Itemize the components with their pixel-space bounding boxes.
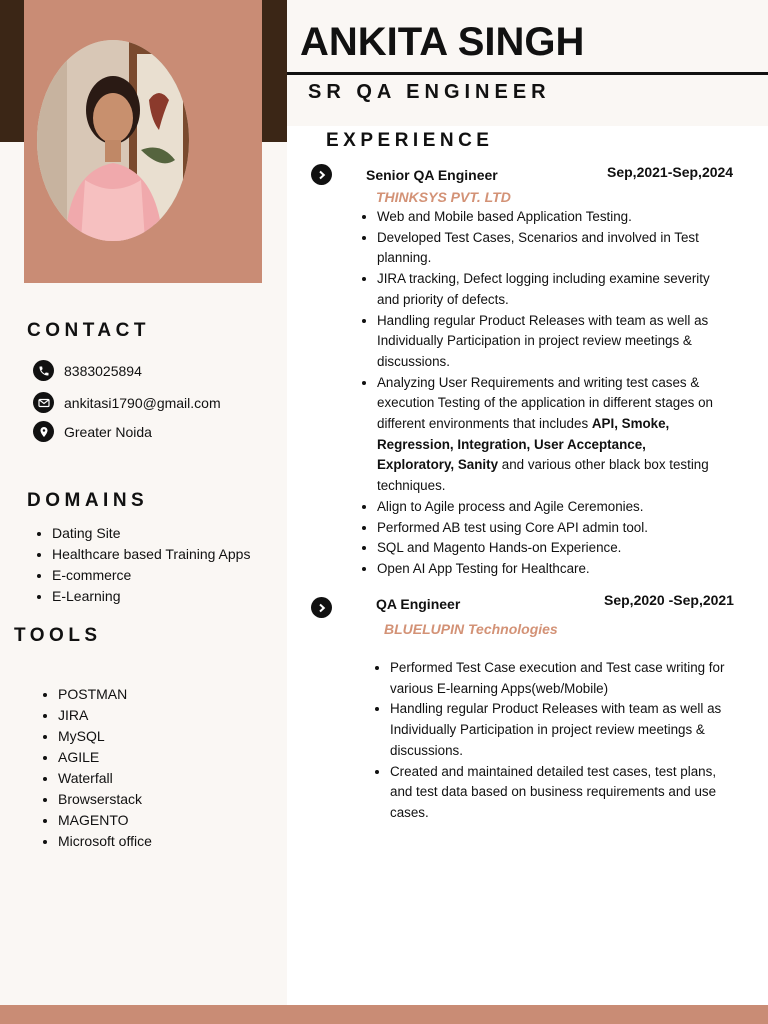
list-item: • POSTMAN	[58, 684, 152, 705]
list-item: • JIRA	[58, 705, 152, 726]
chevron-right-icon	[311, 597, 332, 618]
email-icon	[33, 392, 54, 413]
list-item: • E-commerce	[52, 565, 250, 586]
domains-heading: DOMAINS	[27, 490, 149, 511]
list-item: • Open AI App Testing for Healthcare.	[377, 559, 722, 580]
list-item: • Developed Test Cases, Scenarios and involved in Test planning.	[377, 228, 722, 269]
candidate-role: SR QA ENGINEER	[308, 81, 551, 103]
list-item: • Align to Agile process and Agile Ceremonies.	[377, 497, 722, 518]
list-item: • E-Learning	[52, 586, 250, 607]
tools-heading: TOOLS	[14, 625, 102, 646]
list-item	[377, 373, 722, 497]
list-item: • MAGENTO	[58, 810, 152, 831]
phone-number: 8383025894	[64, 362, 142, 379]
list-item: • Waterfall	[58, 768, 152, 789]
job-title: QA Engineer	[376, 596, 461, 612]
tools-list	[36, 684, 152, 852]
phone-icon	[33, 360, 54, 381]
job-dates: Sep,2020 -Sep,2021	[604, 592, 734, 608]
list-item: • Web and Mobile based Application Testing.	[377, 207, 722, 228]
candidate-name: ANKITA SINGH	[300, 20, 585, 64]
experience-heading: EXPERIENCE	[326, 130, 494, 151]
email-address: ankitasi1790@gmail.com	[64, 394, 221, 411]
list-item: • AGILE	[58, 747, 152, 768]
job-title: Senior QA Engineer	[366, 167, 498, 183]
list-item: • Microsoft office	[58, 831, 152, 852]
avatar	[37, 40, 189, 241]
bullet-text: and various other black box testing techniques.	[377, 457, 709, 494]
footer-bar	[0, 1005, 768, 1024]
chevron-right-icon	[311, 164, 332, 185]
job-bullets	[357, 207, 722, 580]
list-item: • Performed Test Case execution and Test case writing for various E-learning Apps(web/Mobile)	[390, 658, 725, 699]
list-item: • Dating Site	[52, 523, 250, 544]
list-item: • Browserstack	[58, 789, 152, 810]
location-pin-icon	[33, 421, 54, 442]
job-dates: Sep,2021-Sep,2024	[607, 164, 734, 180]
header-divider	[287, 72, 768, 75]
list-item: • Performed AB test using Core API admin tool.	[377, 518, 722, 539]
company-name: BLUELUPIN Technologies	[384, 621, 558, 637]
contact-location	[33, 421, 152, 442]
bullet-text: Analyzing User Requirements and writing test cases & execution Testing of the application in different stages on different environments that includes	[377, 374, 713, 432]
list-item: • SQL and Magento Hands-on Experience.	[377, 538, 722, 559]
contact-phone	[33, 360, 142, 381]
bullet-bold-text: API, Smoke, Regression, Integration, User Acceptance, Exploratory, Sanity	[377, 416, 670, 473]
location-text: Greater Noida	[64, 423, 152, 440]
contact-email	[33, 392, 221, 413]
list-item: • Handling regular Product Releases with team as well as Individually Participation in project review meetings & discussions.	[390, 699, 725, 761]
company-name: THINKSYS PVT. LTD	[376, 189, 511, 205]
job-bullets	[370, 658, 725, 824]
contact-heading: CONTACT	[27, 320, 150, 341]
list-item: • Created and maintained detailed test cases, test plans, and test data based on business requirements and use cases.	[390, 762, 725, 824]
list-item: • JIRA tracking, Defect logging including examine severity and priority of defects.	[377, 269, 722, 310]
list-item: • Handling regular Product Releases with team as well as Individually Participation in project review meetings & discussions.	[377, 311, 722, 373]
domains-list	[30, 523, 250, 607]
list-item: • MySQL	[58, 726, 152, 747]
list-item: • Healthcare based Training Apps	[52, 544, 250, 565]
